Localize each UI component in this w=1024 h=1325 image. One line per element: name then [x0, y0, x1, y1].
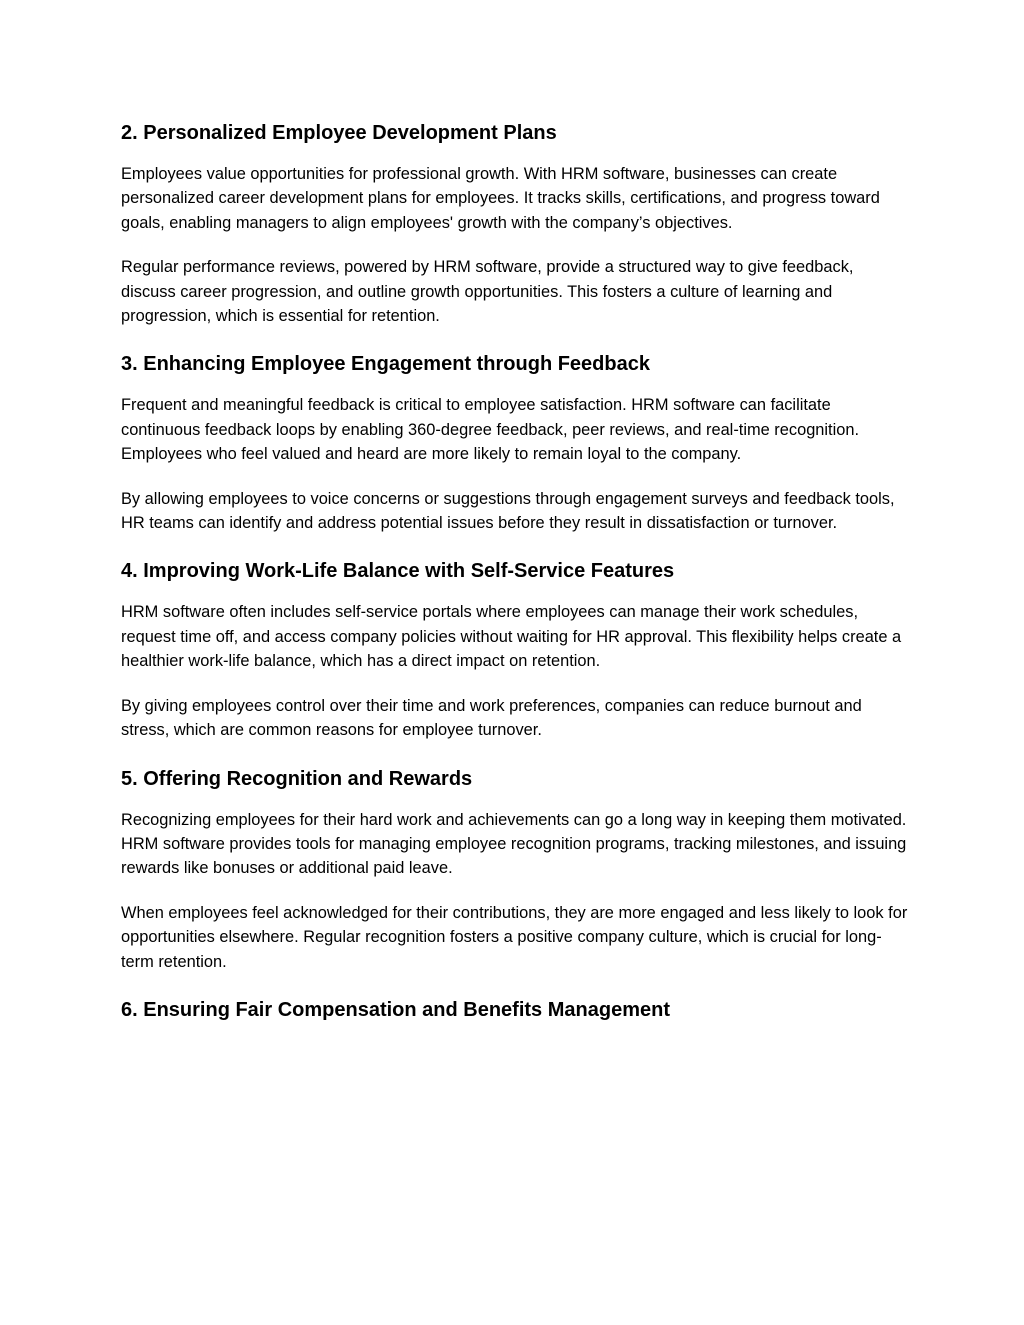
paragraph: Recognizing employees for their hard work and achievements can go a long way in keeping them motivated. HRM software provides tools for managing employee recognition programs, tracking milestones, and issuing rewards like bonuses or additional paid leave. [121, 810, 907, 878]
section-work-life-balance [121, 555, 911, 742]
section-heading: 2. Personalized Employee Development Plans [121, 122, 557, 144]
paragraph: By giving employees control over their time and work preferences, companies can reduce burnout and stress, which are common reasons for employee turnover. [121, 696, 862, 740]
section-heading: 3. Enhancing Employee Engagement through Feedback [121, 353, 650, 376]
section-heading: 6. Ensuring Fair Compensation and Benefits Management [121, 998, 670, 1021]
document-page [121, 117, 911, 1039]
paragraph: By allowing employees to voice concerns or suggestions through engagement surveys and feedback tools, HR teams can identify and address potential issues before they result in dissatisfaction or turnover. [121, 489, 895, 533]
paragraph: HRM software often includes self-service portals where employees can manage their work schedules, request time off, and access company policies without waiting for HR approval. This flexibility helps create a healthier work-life balance, which has a direct impact on retention. [121, 603, 902, 671]
paragraph: Employees value opportunities for professional growth. With HRM software, businesses can create personalized career development plans for employees. It tracks skills, certifications, and progress toward goals, enabling managers to align employees' growth with the company’s objectives. [121, 165, 880, 232]
section-heading: 5. Offering Recognition and Rewards [121, 767, 473, 790]
section-development-plans [121, 117, 911, 328]
paragraph: When employees feel acknowledged for their contributions, they are more engaged and less likely to look for opportunities elsewhere. Regular recognition fosters a positive company culture, which is crucial for long-term retention. [121, 903, 908, 971]
paragraph: Regular performance reviews, powered by HRM software, provide a structured way to give feedback, discuss career progression, and outline growth opportunities. This fosters a culture of learning and progression, which is essential for retention. [121, 258, 854, 326]
section-compensation-benefits [121, 994, 911, 1026]
paragraph: Frequent and meaningful feedback is critical to employee satisfaction. HRM software can facilitate continuous feedback loops by enabling 360-degree feedback, peer reviews, and real-time recognition. Employees who feel valued and heard are more likely to remain loyal to the company. [121, 396, 860, 464]
section-heading: 4. Improving Work-Life Balance with Self-Service Features [121, 560, 675, 583]
section-engagement-feedback [121, 348, 911, 535]
section-recognition-rewards [121, 763, 911, 974]
